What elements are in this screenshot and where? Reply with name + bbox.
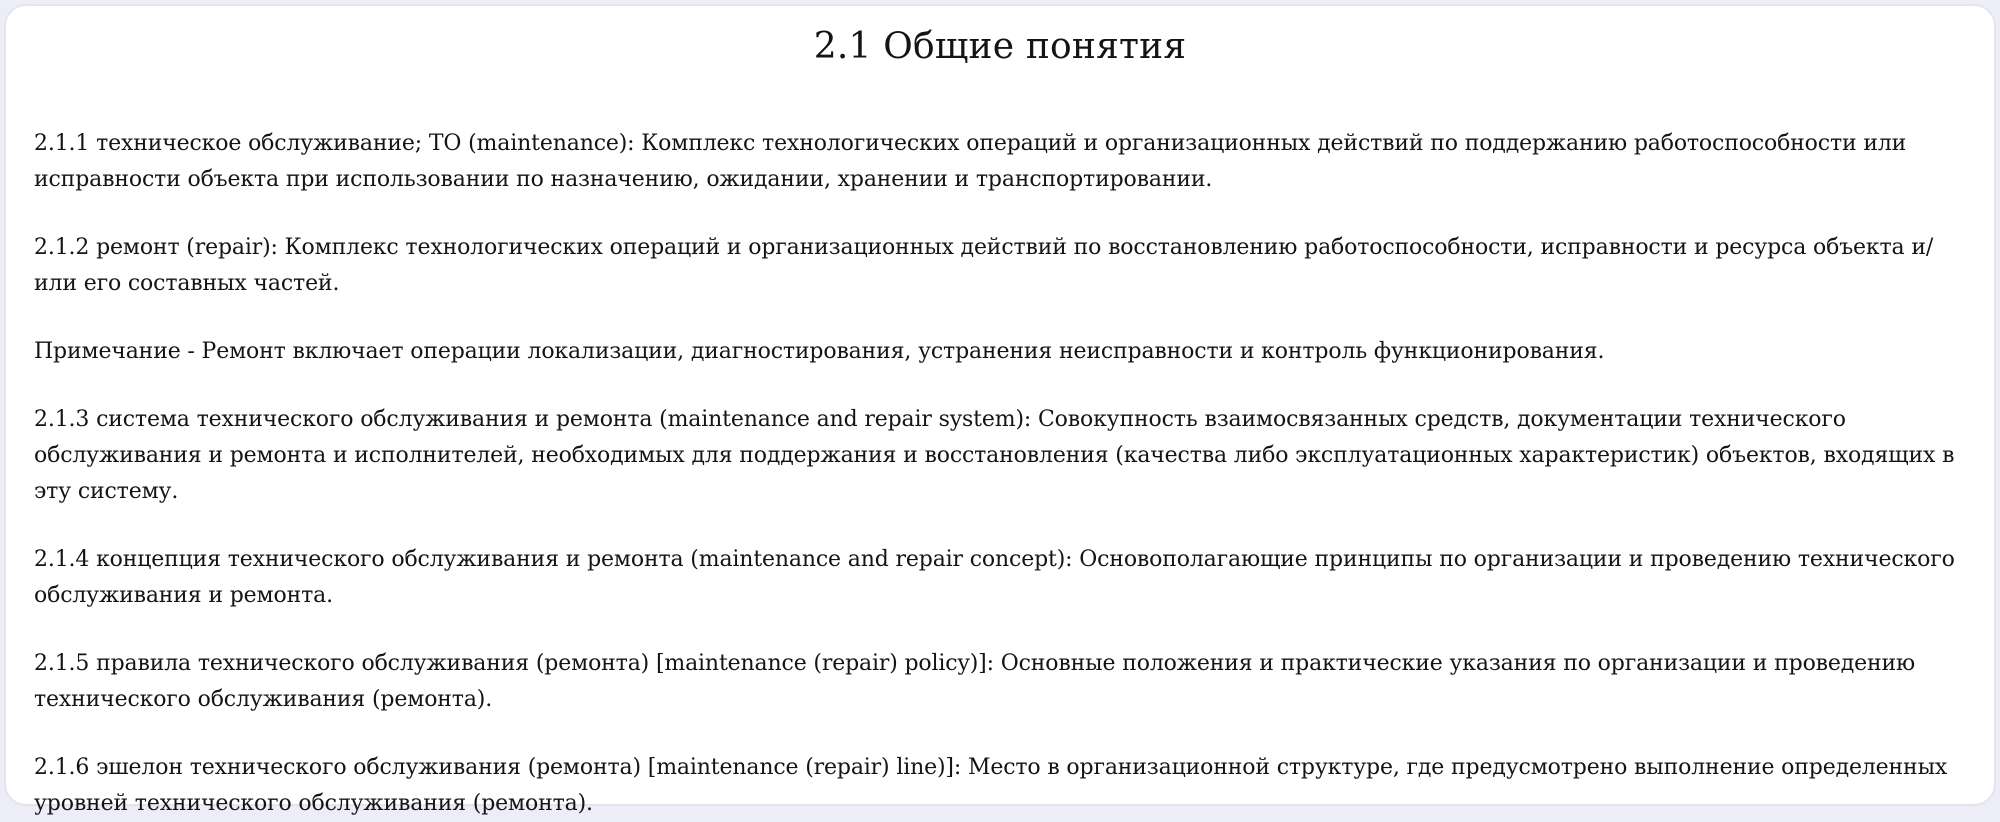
definition-2-1-6: 2.1.6 эшелон технического обслуживания (ремонта) [maintenance (repair) line)]: Место в организационной структуре, где предусмотрено выполнение определенных уровней технического обслуживания (ремонта). [34, 755, 1948, 816]
definition-2-1-2: 2.1.2 ремонт (repair): Комплекс технологических операций и организационных действий по восстановлению работоспособности, исправности и ресурса объекта и/или его составных частей. [34, 235, 1934, 296]
definition-2-1-4: 2.1.4 концепция технического обслуживания и ремонта (maintenance and repair concept): Основополагающие принципы по организации и проведению технического обслуживания и ремонта. [34, 547, 1955, 608]
document-card [4, 4, 1996, 816]
definition-2-1-1: 2.1.1 техническое обслуживание; ТО (maintenance): Комплекс технологических операций и организационных действий по поддержанию работоспособности или исправности объекта при использовании по назначению, ожидании, хранении и транспортировании. [34, 131, 1907, 192]
definitions-list [34, 126, 1966, 822]
definition-2-1-5: 2.1.5 правила технического обслуживания (ремонта) [maintenance (repair) policy)]: Основные положения и практические указания по организации и проведению технического обслуживания (ремонта). [34, 651, 1916, 712]
repair-note: Примечание - Ремонт включает операции локализации, диагностирования, устранения неисправности и контроль функционирования. [34, 339, 1605, 364]
section-title: 2.1 Общие понятия [813, 26, 1187, 67]
definition-2-1-3: 2.1.3 система технического обслуживания и ремонта (maintenance and repair system): Совокупность взаимосвязанных средств, документации технического обслуживания и ремонта и исполнителей, необходимых для поддержания и восстановления (качества либо эксплуатационных характеристик) объектов, входящих в эту систему. [34, 407, 1955, 504]
